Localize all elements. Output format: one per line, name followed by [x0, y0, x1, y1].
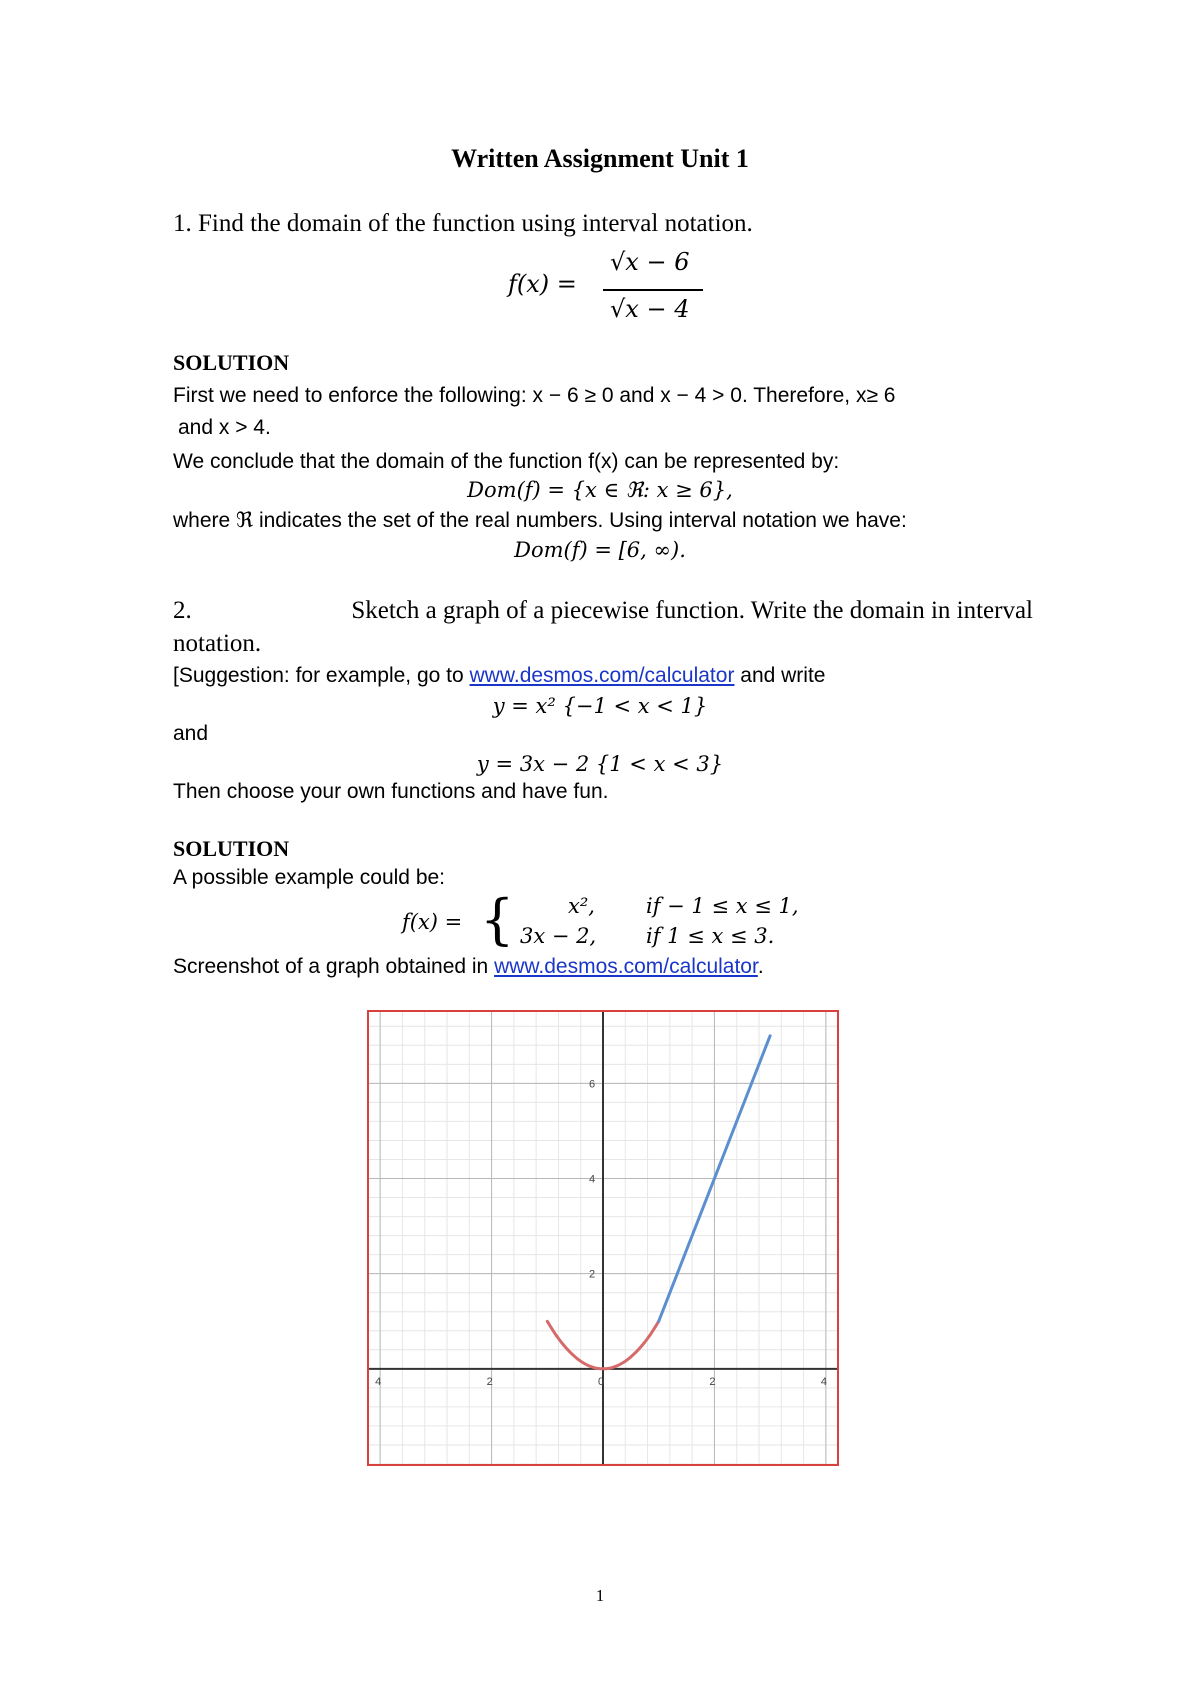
q2-heading-line-1	[173, 597, 1033, 625]
page-title: Written Assignment Unit 1	[451, 144, 749, 173]
graph-frame	[367, 1010, 839, 1466]
page-number: 1	[595, 1586, 605, 1605]
desmos-graph	[369, 1012, 837, 1464]
x-tick-label: 2	[486, 1375, 493, 1388]
x-tick-label: 2	[709, 1375, 716, 1388]
piece-1-expression: x²,	[568, 894, 595, 918]
q2-equation-1: y = x² {−1 < x < 1}	[492, 694, 708, 718]
q2-then-text: Then choose your own functions and have fun.	[173, 780, 609, 803]
q2-equation-2: y = 3x − 2 {1 < x < 3}	[476, 752, 724, 776]
desmos-link-2[interactable]: www.desmos.com/calculator	[494, 955, 758, 978]
q1-text: Find the domain of the function using interval notation.	[198, 210, 753, 237]
q2-suggestion-suffix: and write	[734, 664, 826, 687]
q1-solution-label: SOLUTION	[173, 350, 290, 375]
q1-solution-line-3: We conclude that the domain of the function f(x) can be represented by:	[173, 450, 840, 473]
q2-suggestion-prefix: [Suggestion: for example, go to	[173, 664, 470, 687]
q2-example-text: A possible example could be:	[173, 866, 446, 889]
x-tick-label: 4	[375, 1375, 382, 1388]
q2-solution-label: SOLUTION	[173, 836, 290, 861]
piece-1-condition: if − 1 ≤ x ≤ 1,	[646, 894, 799, 918]
q1-numerator: √x − 6	[610, 248, 690, 276]
q1-domain-set: Dom(f) = {x ∈ ℜ: x ≥ 6},	[467, 478, 733, 502]
q2-screenshot-text	[173, 955, 764, 979]
piecewise-brace: {	[480, 888, 515, 951]
piecewise-lhs: f(x) =	[402, 910, 463, 934]
y-tick-label: 4	[589, 1173, 596, 1186]
q1-domain-interval: Dom(f) = [6, ∞).	[514, 538, 686, 562]
desmos-link[interactable]: www.desmos.com/calculator	[469, 664, 735, 687]
q2-and: and	[173, 722, 209, 745]
q1-denominator: √x − 4	[610, 295, 690, 323]
x-tick-label: 0	[598, 1375, 605, 1388]
q2-screenshot-prefix: Screenshot of a graph obtained in	[173, 955, 495, 978]
x-tick-label: 4	[820, 1375, 827, 1388]
q1-solution-line-4: where ℜ indicates the set of the real numbers. Using interval notation we have:	[173, 509, 907, 532]
piece-2-condition: if 1 ≤ x ≤ 3.	[646, 924, 775, 948]
q1-solution-line-1: First we need to enforce the following: x − 6 ≥ 0 and x − 4 > 0. Therefore, x≥ 6	[173, 384, 896, 407]
piece-2-expression: 3x − 2,	[520, 924, 597, 948]
q1-function-lhs: f(x) =	[508, 270, 577, 298]
q2-suggestion	[173, 664, 825, 688]
fraction-bar	[603, 289, 703, 291]
y-tick-label: 6	[589, 1078, 596, 1091]
q1-heading	[173, 210, 753, 238]
q2-screenshot-suffix: .	[757, 955, 764, 978]
q1-number: 1.	[173, 210, 192, 237]
q2-text-line-1: Sketch a graph of a piecewise function. Write the domain in interval	[351, 597, 1033, 624]
q2-text-line-2: notation.	[173, 630, 262, 657]
q1-solution-line-2: and x > 4.	[178, 416, 271, 439]
y-tick-label: 2	[589, 1268, 596, 1281]
q2-number: 2.	[173, 597, 192, 624]
